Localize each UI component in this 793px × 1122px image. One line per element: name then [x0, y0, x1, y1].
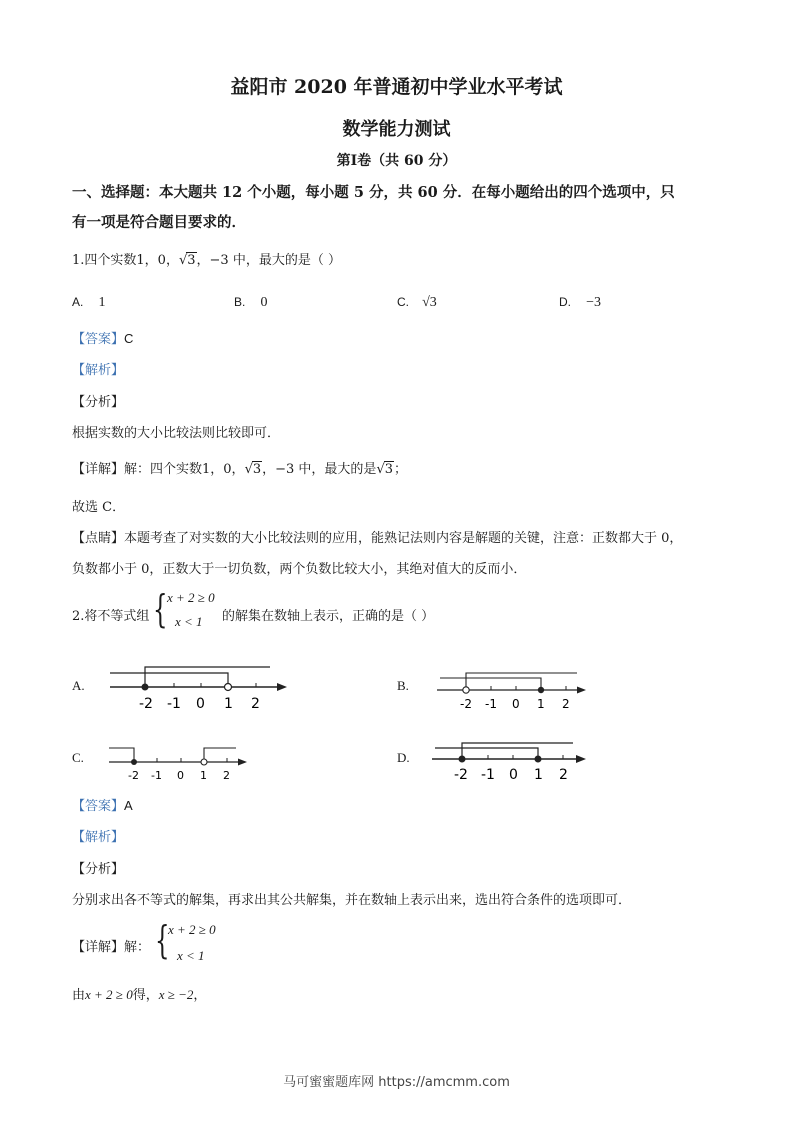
section-heading-line1: 一、选择题：本大题共 12 个小题，每小题 5 分，共 60 分．在每小题给出的四个选项中，只 — [72, 184, 675, 201]
tick-label: 2 — [559, 767, 568, 783]
q2-jiexi-tag: 【解析】 — [72, 830, 125, 845]
answer-value: A — [124, 798, 133, 813]
q2-option-b-numberline — [432, 668, 592, 714]
detail-sqrt: 3 — [252, 462, 262, 477]
q2-detail-ineq1: x + 2 ≥ 0 — [168, 922, 216, 937]
detail-tag: 【详解】 — [72, 940, 125, 955]
q1-answer — [72, 328, 133, 347]
step-expr: x + 2 ≥ 0 — [85, 987, 133, 1002]
q1-stem-a: 1.四个实数 — [72, 253, 137, 268]
q2-detail-ineq2: x < 1 — [177, 948, 205, 963]
tick-label: 0 — [509, 767, 518, 783]
tick-label: -1 — [481, 767, 495, 783]
q2-answer — [72, 795, 133, 814]
closed-point — [142, 684, 149, 691]
option-label: D. — [559, 295, 571, 309]
tick-label: -2 — [454, 767, 468, 783]
solution-range-right — [110, 673, 228, 687]
axis-arrow — [576, 755, 586, 763]
solution-range-left — [466, 673, 577, 690]
q1-dianjing-line2: 负数都小于 0，正数大于一切负数，两个负数比较大小，其绝对值大的反而小． — [72, 562, 527, 577]
option-value: √3 — [422, 295, 437, 310]
open-point — [201, 759, 207, 765]
q1-option-a — [72, 291, 105, 311]
q2-stem-b: 的解集在数轴上表示，正确的是（ ） — [222, 609, 435, 624]
sqrt-symbol: √3 — [178, 253, 196, 268]
exam-subtitle: 数学能力测试 — [342, 119, 451, 140]
open-point — [463, 687, 469, 693]
q2-stem-a: 2.将不等式组 — [72, 609, 150, 624]
sqrt-symbol: √3 — [376, 462, 394, 477]
footer-watermark: 马可蜜蜜题库网 https://amcmm.com — [283, 1075, 510, 1090]
tick-label: 1 — [537, 697, 545, 711]
tick-label: -1 — [485, 697, 497, 711]
closed-point — [538, 687, 544, 693]
option-label: B. — [234, 295, 246, 309]
tick-label: -1 — [151, 769, 162, 782]
dianjing-tag: 【点睛】 — [72, 531, 125, 546]
system-brace: { — [155, 918, 170, 962]
tick-label: -2 — [128, 769, 139, 782]
q2-detail-lead — [72, 936, 150, 955]
system-brace: { — [153, 587, 168, 631]
q1-stem — [72, 249, 341, 268]
solution-range-right — [435, 748, 538, 759]
option-value: −3 — [586, 295, 601, 310]
step-result: x ≥ −2 — [158, 987, 194, 1002]
q2-step — [72, 984, 206, 1003]
q1-option-b — [234, 291, 267, 311]
dianjing-text-1: 本题考查了对实数的大小比较法则的应用，能熟记法则内容是解题的关键，注意：正数都大于 0， — [124, 531, 683, 546]
tick-label: 1 — [224, 696, 233, 712]
q1-option-d — [559, 291, 601, 311]
option-value: 0 — [260, 295, 268, 310]
q1-jiexi-tag: 【解析】 — [72, 363, 125, 378]
detail-b: ，−3 中，最大的是 — [262, 462, 377, 477]
tick-label: 0 — [177, 769, 184, 782]
detail-sqrt-2: 3 — [384, 462, 394, 477]
closed-point — [131, 759, 137, 765]
solution-range-left — [109, 748, 134, 762]
q2-option-d-numberline — [427, 735, 592, 785]
q2-option-a-numberline — [105, 660, 290, 715]
tick-label: 0 — [512, 697, 520, 711]
tick-label: 1 — [534, 767, 543, 783]
q1-conclusion: 故选 C． — [72, 500, 126, 515]
q2-fenxi-tag: 【分析】 — [72, 862, 125, 877]
option-value: 1 — [98, 295, 106, 310]
q1-detail — [72, 458, 407, 477]
q2-option-c-numberline — [104, 742, 254, 784]
detail-a: 解：四个实数1，0， — [124, 462, 245, 477]
tick-label: 2 — [223, 769, 230, 782]
step-a: 由 — [72, 988, 86, 1003]
closed-point — [535, 756, 542, 763]
q2-option-c-label: C. — [72, 750, 84, 765]
tick-label: 2 — [251, 696, 260, 712]
exam-title: 益阳市 2020 年普通初中学业水平考试 — [230, 76, 563, 98]
tick-label: 1 — [200, 769, 207, 782]
step-b: 得， — [132, 988, 159, 1003]
solution-range-right — [204, 748, 236, 762]
tick-label: 0 — [196, 696, 205, 712]
axis-arrow — [277, 683, 287, 691]
q2-fenxi-text: 分别求出各不等式的解集，再求出其公共解集，并在数轴上表示出来，选出符合条件的选项即可． — [72, 893, 632, 908]
solution-range-left — [145, 667, 270, 687]
axis-arrow — [238, 759, 247, 766]
answer-tag: 【答案】 — [72, 332, 125, 347]
detail-c: ； — [394, 462, 408, 477]
tick-label: -1 — [167, 696, 181, 712]
section-heading-line2: 有一项是符合题目要求的． — [72, 214, 246, 231]
q2-option-b-label: B. — [397, 678, 409, 693]
option-label: C. — [397, 295, 409, 309]
tick-label: -2 — [139, 696, 153, 712]
q2-option-d-label: D. — [397, 750, 410, 765]
axis-arrow — [577, 687, 586, 694]
closed-point — [459, 756, 466, 763]
q2-option-a-label: A. — [72, 678, 85, 693]
q1-stem-sqrt: 3 — [187, 253, 196, 268]
q2-ineq1: x + 2 ≥ 0 — [167, 590, 215, 605]
q1-dianjing-line1 — [72, 527, 682, 546]
step-c: ， — [193, 988, 207, 1003]
tick-label: 2 — [562, 697, 570, 711]
option-label: A. — [72, 295, 84, 309]
q2-ineq2: x < 1 — [175, 614, 203, 629]
q1-fenxi-text: 根据实数的大小比较法则比较即可． — [72, 426, 281, 441]
answer-value: C — [124, 331, 134, 346]
q1-stem-b: ，−3 中，最大的是（ ） — [196, 253, 341, 268]
q1-option-c — [397, 291, 437, 311]
open-point — [225, 684, 232, 691]
q1-stem-nums: 1，0， — [136, 253, 179, 268]
detail-tag: 【详解】 — [72, 462, 125, 477]
solution-range-left — [462, 743, 573, 759]
detail-a: 解： — [124, 940, 151, 955]
q1-fenxi-tag: 【分析】 — [72, 395, 125, 410]
tick-label: -2 — [460, 697, 472, 711]
answer-tag: 【答案】 — [72, 799, 125, 814]
part-heading: 第Ⅰ卷（共 60 分） — [336, 153, 457, 169]
sqrt-symbol: √3 — [244, 462, 262, 477]
